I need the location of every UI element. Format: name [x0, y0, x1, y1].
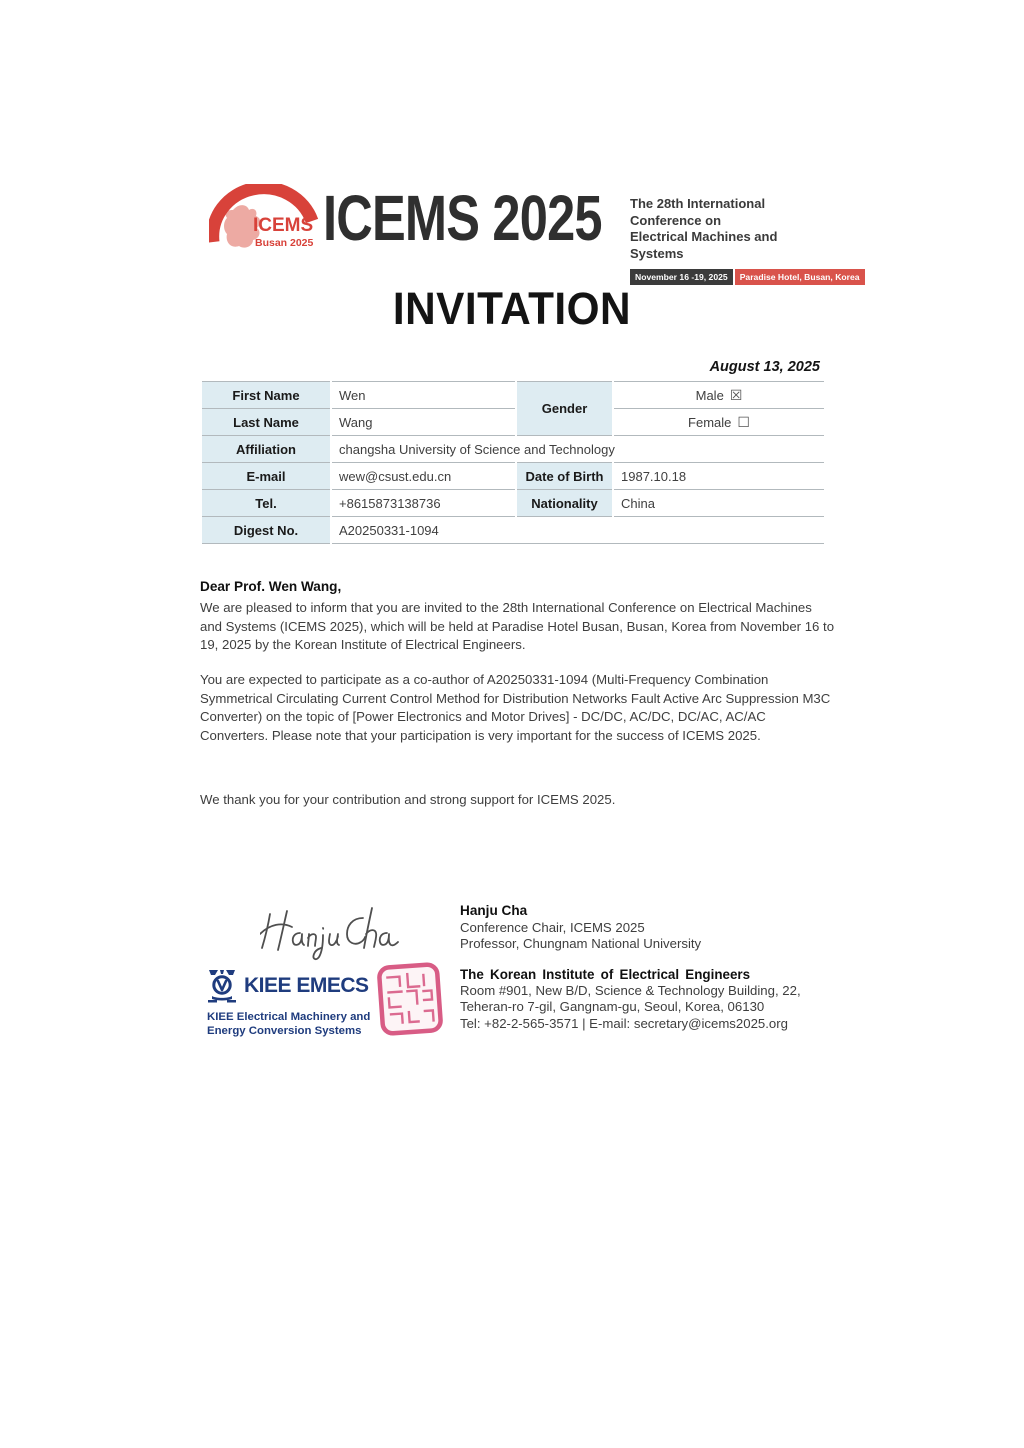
institute-address-2: Teheran-ro 7-gil, Gangnam-gu, Seoul, Korea, 06130 [460, 999, 765, 1015]
digest-no-label: Digest No. [201, 517, 331, 544]
korean-seal-stamp-icon [377, 961, 443, 1037]
email-value: wew@csust.edu.cn [331, 463, 516, 490]
table-row [201, 517, 824, 544]
participant-info-table [200, 381, 824, 544]
dob-value: 1987.10.18 [613, 463, 824, 490]
conference-title: ICEMS 2025 [323, 182, 602, 254]
tel-value: +8615873138736 [331, 490, 516, 517]
female-label: Female [688, 414, 732, 430]
gender-male-option [613, 382, 824, 409]
male-label: Male [695, 387, 724, 403]
kiee-subtitle-line-2: Energy Conversion Systems [207, 1025, 362, 1038]
signer-affiliation: Professor, Chungnam National University [460, 935, 702, 951]
letter-paragraph-2: You are expected to participate as a co-author of A20250331-1094 (Multi-Frequency Combination Symmetrical Circulating Current Control Method for Distribution Networks Fault Active Arc Suppression M3C Converter) on the topic of [Power Electronics and Motor Drives] - DC/DC, AC/DC, DC/AC, AC/AC Converters. Please note that your participation is very important for the success of ICEMS 2025. [200, 672, 831, 743]
logo-busan-text: Busan 2025 [255, 237, 314, 249]
institute-block [460, 967, 801, 1032]
last-name-label: Last Name [201, 409, 331, 436]
institute-contact: Tel: +82-2-565-3571 | E-mail: secretary@icems2025.org [460, 1015, 788, 1031]
last-name-value: Wang [331, 409, 516, 436]
kiee-subtitle-line-1: KIEE Electrical Machinery and [207, 1011, 371, 1023]
page-title: INVITATION [392, 283, 632, 334]
email-label: E-mail [201, 463, 331, 490]
table-row [201, 463, 824, 490]
gender-label: Gender [516, 382, 613, 436]
signer-role: Conference Chair, ICEMS 2025 [460, 919, 645, 935]
table-row [201, 436, 824, 463]
handwritten-signature-icon [260, 901, 400, 961]
signer-name: Hanju Cha [460, 903, 528, 918]
kiee-logo-subtitle [207, 1010, 370, 1039]
first-name-value: Wen [331, 382, 516, 409]
date-badge: November 16 -19, 2025 [630, 269, 733, 285]
affiliation-value: changsha University of Science and Technology [331, 436, 824, 463]
logo-icems-text: ICEMS [253, 215, 314, 236]
kiee-logo-text: KIEE EMECS [244, 974, 369, 997]
tagline-line-2: Electrical Machines and Systems [630, 229, 778, 261]
letter-paragraph-1: We are pleased to inform that you are invited to the 28th International Conference on Electrical Machines and Systems (ICEMS 2025), which will be held at Paradise Hotel Busan, Busan, Korea from November 16 to 19, 2025 by the Korean Institute of Electrical Engineers. [200, 600, 835, 652]
letter-date: August 13, 2025 [709, 359, 820, 375]
icems-busan-logo-icon [209, 184, 323, 252]
digest-no-value: A20250331-1094 [331, 517, 824, 544]
conference-tagline [630, 196, 830, 263]
first-name-label: First Name [201, 382, 331, 409]
table-row [201, 382, 824, 409]
table-row [201, 490, 824, 517]
salutation: Dear Prof. Wen Wang, [200, 579, 342, 594]
kiee-emblem-icon [207, 969, 237, 1003]
kiee-emecs-logo [207, 969, 370, 1039]
nationality-label: Nationality [516, 490, 613, 517]
affiliation-label: Affiliation [201, 436, 331, 463]
conference-info-block [630, 196, 860, 285]
female-unchecked-checkbox-icon: ☐ [737, 413, 750, 430]
letter-body [200, 577, 836, 810]
institute-address-1: Room #901, New B/D, Science & Technology Building, 22, [460, 983, 801, 999]
table-row [201, 409, 824, 436]
male-checked-checkbox-icon: ☒ [729, 386, 743, 403]
signer-block [460, 903, 701, 952]
tagline-line-1: The 28th International Conference on [630, 196, 766, 228]
dob-label: Date of Birth [516, 463, 613, 490]
nationality-value: China [613, 490, 824, 517]
institute-name: The Korean Institute of Electrical Engineers [460, 967, 751, 982]
letter-paragraph-3: We thank you for your contribution and strong support for ICEMS 2025. [200, 792, 616, 808]
gender-female-option [613, 409, 824, 436]
tel-label: Tel. [201, 490, 331, 517]
venue-badge: Paradise Hotel, Busan, Korea [735, 269, 865, 285]
